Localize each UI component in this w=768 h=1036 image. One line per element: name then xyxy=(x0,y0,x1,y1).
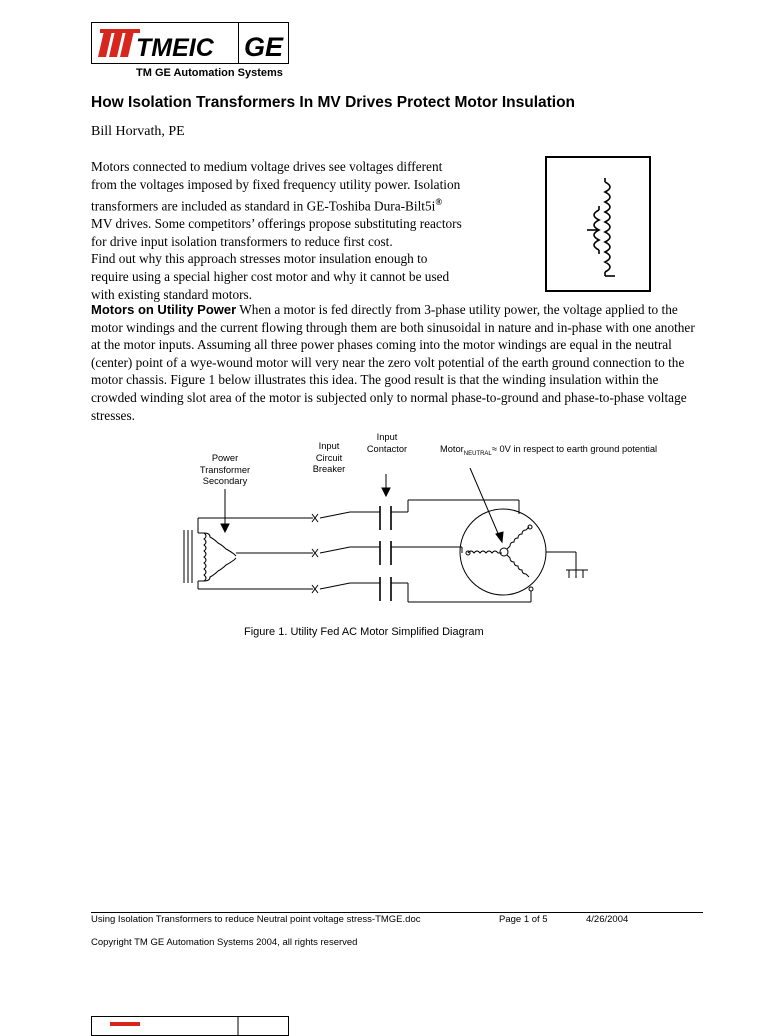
label-line: Transformer xyxy=(199,464,251,475)
label-line: Breaker xyxy=(312,464,346,474)
label-neutral-sub: NEUTRAL xyxy=(463,450,492,457)
label-line: Input xyxy=(376,432,398,442)
section-utility-power xyxy=(91,301,703,424)
next-page-logo xyxy=(91,1016,289,1036)
label-line: Power xyxy=(211,453,239,463)
footer-date: 4/26/2004 xyxy=(586,914,629,925)
section-heading: Motors on Utility Power xyxy=(91,302,237,317)
logo-divider xyxy=(238,23,239,63)
label-line: Contactor xyxy=(366,443,408,454)
intro-paragraph xyxy=(91,158,531,304)
footer-filename: Using Isolation Transformers to reduce Neutral point voltage stress-TMGE.doc xyxy=(91,914,421,925)
label-line: Secondary xyxy=(202,476,248,486)
intro-line: Motors connected to medium voltage drives see voltages different xyxy=(91,159,443,174)
tmeic-logo-mark xyxy=(92,1017,289,1036)
intro-line: with existing standard motors. xyxy=(91,287,253,302)
tmeic-logo-mark xyxy=(92,23,290,65)
label-motor-suffix: ≈ 0V in respect to earth ground potential xyxy=(491,444,658,454)
footer-page-number: Page 1 of 5 xyxy=(499,914,548,925)
footer-divider xyxy=(91,912,703,913)
intro-line-text: transformers are included as standard in GE-Toshiba Dura-Bilt5i xyxy=(91,198,436,214)
logo-text-tmeic: TMEIC xyxy=(136,34,214,62)
section-body: When a motor is fed directly from 3-phase utility power, the voltage applied to the motor windings and the current flowing through them are both sinusoidal in nature and in-phase with one another at the motor inputs. Assuming all three power phases coming into the motor windings are equal in the neutral (center) point of a wye-wound motor will very near the zero volt potential of the earth ground connection to the motor chassis. Figure 1 below illustrates this idea. The good result is that the winding insulation within the crowded winding slot area of the motor is subjected only to normal phase-to-ground and phase-to-phase voltage stresses. xyxy=(91,302,695,423)
intro-line xyxy=(91,194,531,215)
figure-caption: Figure 1. Utility Fed AC Motor Simplified Diagram xyxy=(244,626,484,638)
company-name: TM GE Automation Systems xyxy=(136,67,283,79)
footer-copyright: Copyright TM GE Automation Systems 2004, all rights reserved xyxy=(91,937,358,948)
transformer-coil-icon xyxy=(547,158,648,289)
intro-line: from the voltages imposed by fixed frequency utility power. Isolation xyxy=(91,176,461,192)
intro-line: require using a special higher cost motor and why it cannot be used xyxy=(91,269,450,285)
intro-line: MV drives. Some competitors’ offerings propose substituting reactors xyxy=(91,215,462,231)
transformer-symbol-box xyxy=(545,156,651,292)
document-title: How Isolation Transformers In MV Drives Protect Motor Insulation xyxy=(91,94,576,111)
logo-text-ge: GE xyxy=(244,32,284,62)
registered-mark: ® xyxy=(435,196,443,207)
company-logo xyxy=(91,22,289,64)
label-line: Circuit xyxy=(315,452,343,463)
circuit-diagram xyxy=(170,426,600,606)
intro-line: for drive input isolation transformers to reduce first cost. xyxy=(91,233,393,249)
intro-line: Find out why this approach stresses motor insulation enough to xyxy=(91,251,428,267)
label-line: Input xyxy=(318,441,340,451)
label-motor-text: Motor xyxy=(440,444,464,454)
author: Bill Horvath, PE xyxy=(91,124,185,139)
